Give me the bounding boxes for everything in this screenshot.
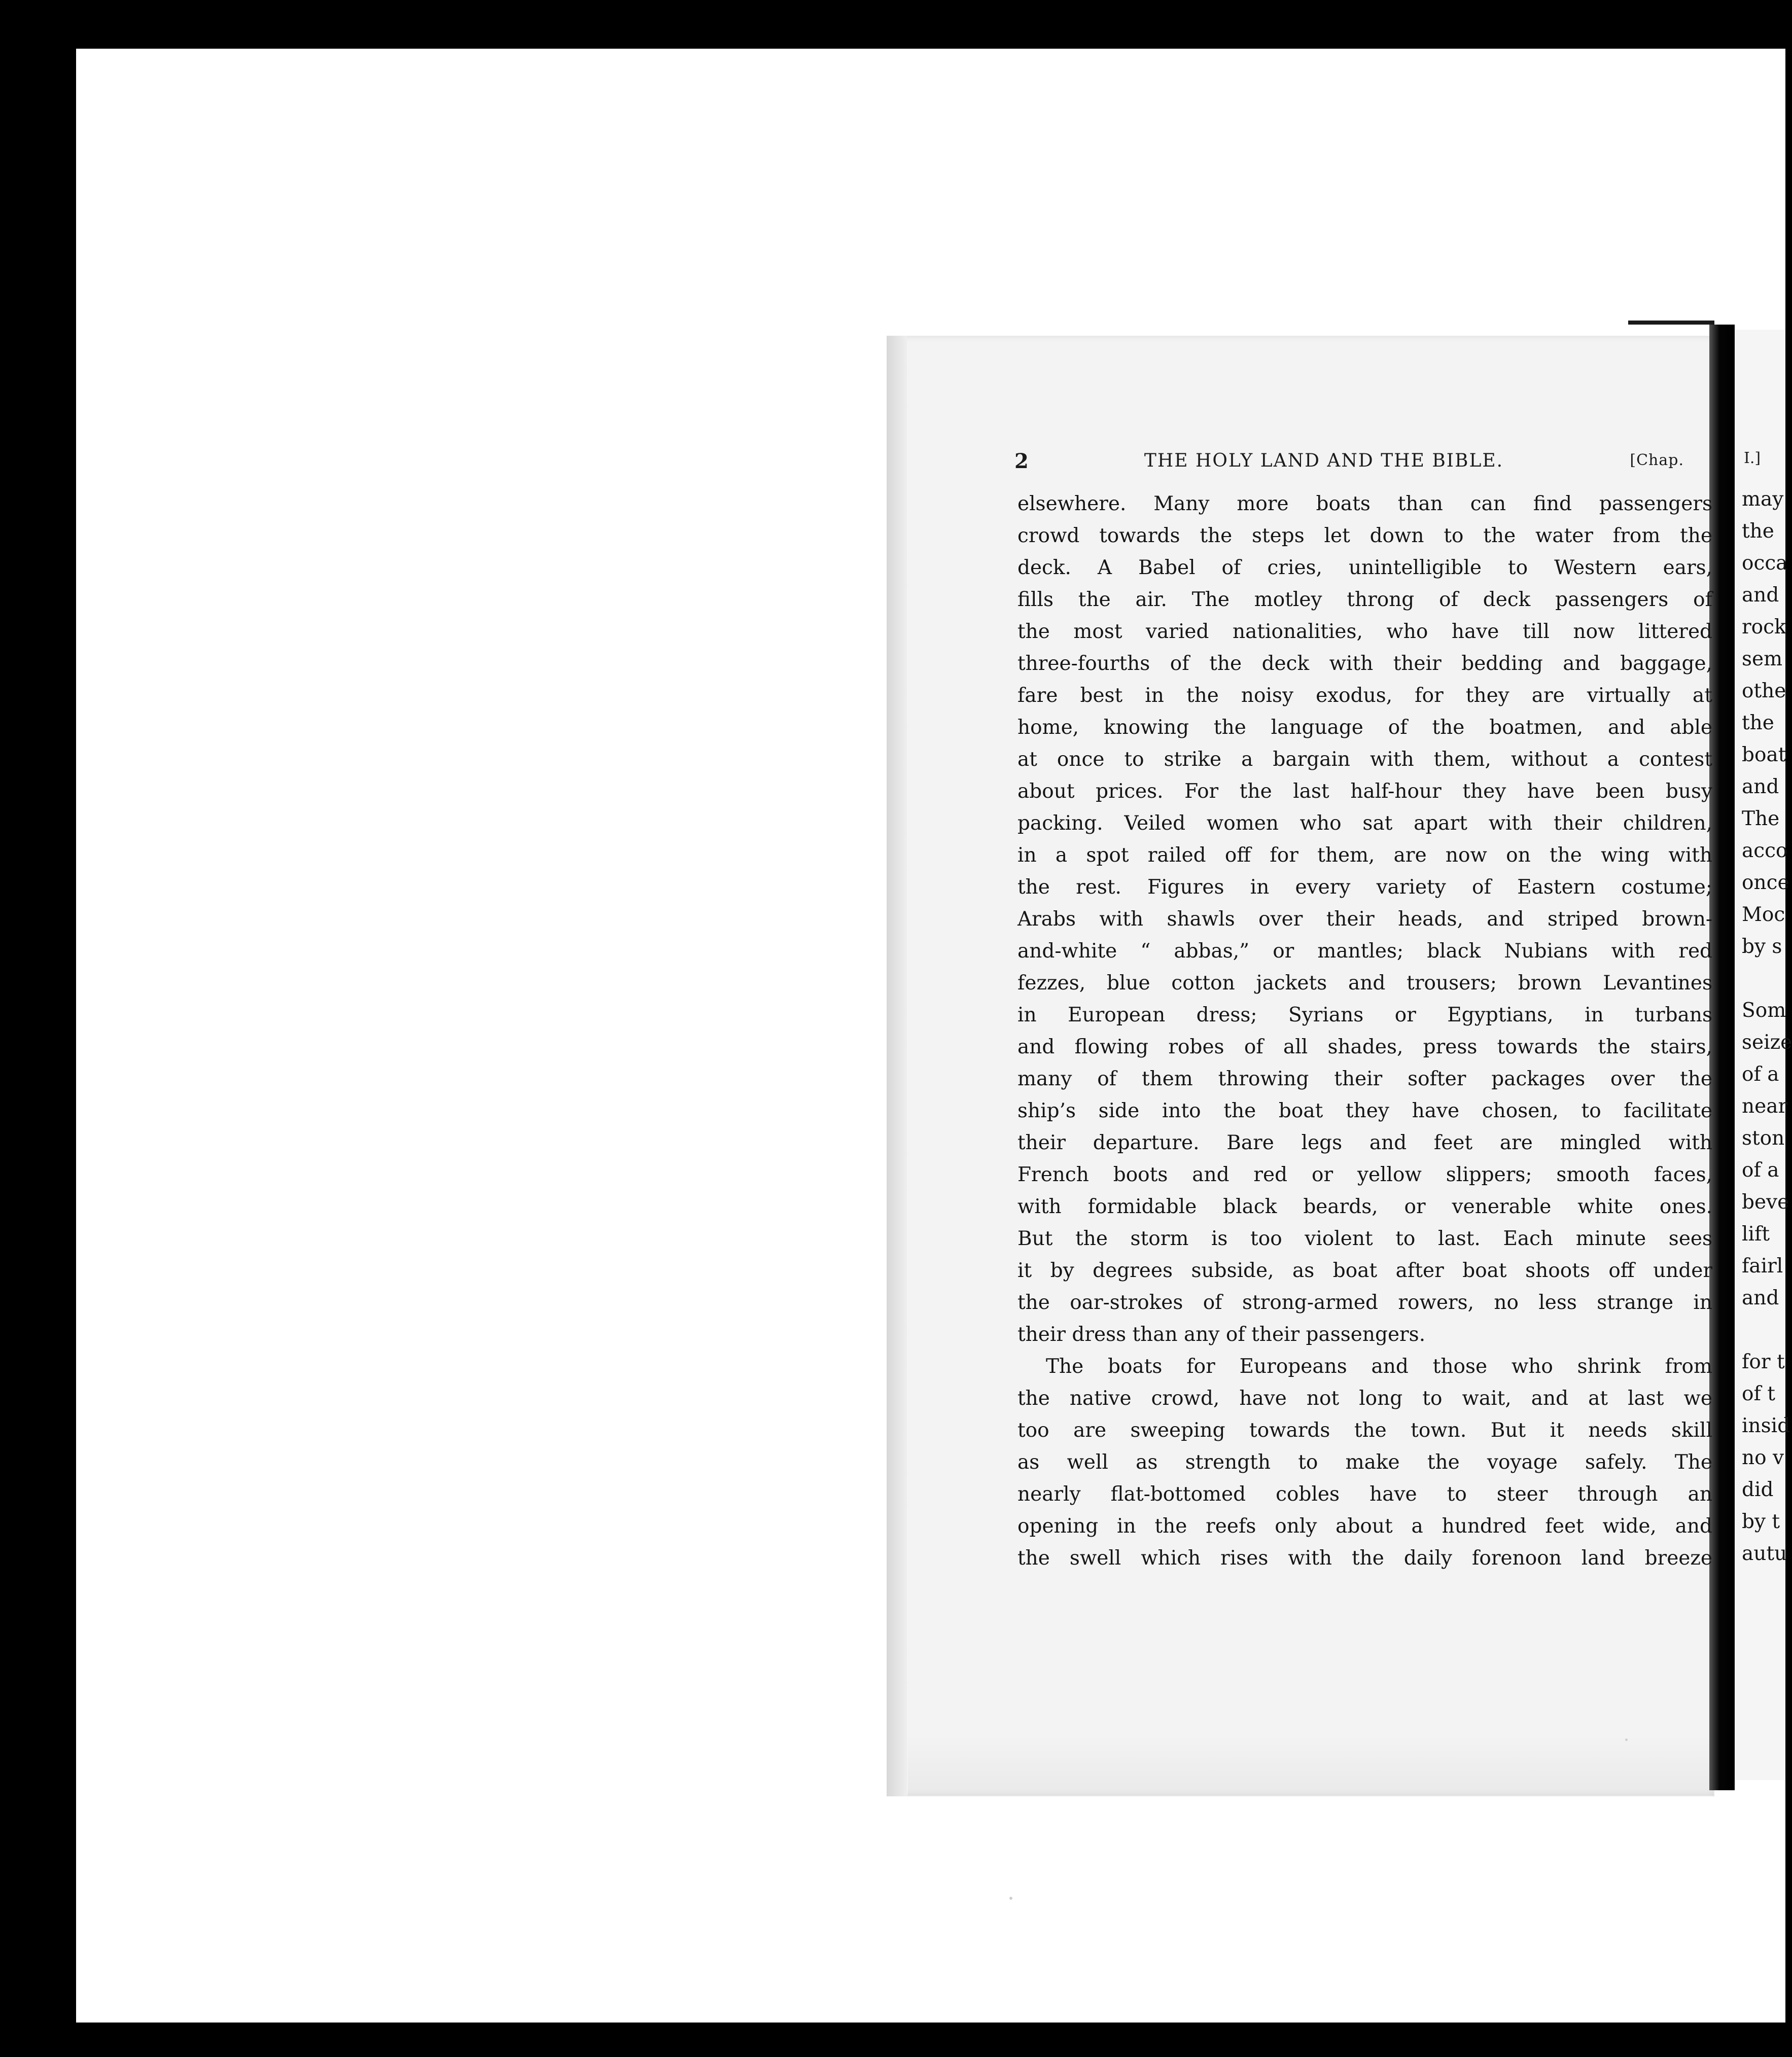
facing-page-line-fragment: of t [1742,1382,1775,1405]
facing-page-line-fragment: sem [1742,648,1783,670]
text-line: in a spot railed off for them, are now on the wing with [1017,844,1712,867]
text-line: and flowing robes of all shades, press towards the stairs, [1017,1036,1712,1058]
text-line: many of them throwing their softer packages over the [1017,1068,1712,1090]
page-body-text [1017,488,1712,1574]
text-line: opening in the reefs only about a hundred feet wide, and [1017,1515,1712,1538]
facing-page-line-fragment: and [1742,584,1779,607]
facing-page-line-fragment: beve [1742,1191,1789,1214]
book-page-right [1735,330,1792,1780]
facing-page-line-fragment: fairl [1742,1255,1783,1278]
text-line: their departure. Bare legs and feet are mingled with [1017,1131,1712,1154]
scan-speck [1009,1897,1012,1900]
text-line: in European dress; Syrians or Egyptians, in turbans [1017,1004,1712,1026]
facing-page-line-fragment: by t [1742,1510,1780,1533]
text-line: as well as strength to make the voyage safely. The [1017,1451,1712,1474]
facing-page-line-fragment: occa [1742,552,1788,575]
text-line: fills the air. The motley throng of deck passengers of [1017,588,1712,611]
facing-page-line-fragment: did [1742,1478,1774,1501]
page-number: 2 [1014,449,1029,473]
facing-page-line-fragment: acco [1742,839,1788,862]
page-edge [887,336,907,1796]
text-line: too are sweeping towards the town. But it needs skill [1017,1419,1712,1442]
facing-page-line-fragment: by s [1742,935,1782,958]
facing-page-line-fragment: seize [1742,1031,1792,1054]
facing-page-line-fragment: othe [1742,680,1786,702]
facing-page-line-fragment: for t [1742,1351,1785,1373]
facing-page-line-fragment: insid [1742,1414,1790,1437]
text-line: Arabs with shawls over their heads, and striped brown- [1017,908,1712,931]
text-line: the most varied nationalities, who have till now littered [1017,620,1712,643]
facing-page-line-fragment: no v [1742,1446,1784,1469]
facing-page-line-fragment: ston [1742,1127,1785,1150]
text-line: the oar-strokes of strong-armed rowers, no less strange in [1017,1291,1712,1314]
facing-page-line-fragment: of a [1742,1063,1779,1086]
text-line: deck. A Babel of cries, unintelligible to Western ears, [1017,556,1712,579]
gutter-mark [1628,321,1714,325]
text-line: three-fourths of the deck with their bedding and baggage, [1017,652,1712,675]
facing-page-line-fragment: rock [1742,616,1786,639]
facing-page-line-fragment: of a [1742,1159,1779,1182]
text-line: the rest. Figures in every variety of Eastern costume; [1017,876,1712,899]
facing-page-line-fragment: boat [1742,743,1786,766]
text-line: and-white “ abbas,” or mantles; black Nubians with red [1017,940,1712,963]
facing-page-line-fragment: and [1742,1287,1779,1309]
facing-page-line-fragment: and [1742,775,1779,798]
text-line: nearly flat-bottomed cobles have to steer through an [1017,1483,1712,1506]
facing-page-line-fragment: Som [1742,999,1786,1022]
text-line: But the storm is too violent to last. Each minute sees [1017,1227,1712,1250]
scan-speck [1625,1739,1628,1741]
facing-page-line-fragment: Moc [1742,903,1785,926]
book-title-header: THE HOLY LAND AND THE BIBLE. [1144,450,1504,471]
paragraph-end-line: their dress than any of their passengers. [1017,1323,1426,1346]
text-line: fezzes, blue cotton jackets and trousers; brown Levantines [1017,972,1712,995]
paragraph-start-line: The boats for Europeans and those who shrink from [1046,1355,1712,1378]
facing-page-line-fragment: may [1742,488,1784,511]
page-shadow [908,1734,1713,1795]
text-line: home, knowing the language of the boatmen, and able [1017,716,1712,739]
text-line: ship’s side into the boat they have chosen, to facilitate [1017,1100,1712,1122]
text-line: at once to strike a bargain with them, without a contest [1017,748,1712,771]
facing-page-line-fragment: lift [1742,1223,1770,1246]
facing-page-line-fragment: the [1742,712,1774,734]
text-line: it by degrees subside, as boat after boat shoots off under [1017,1259,1712,1282]
text-line: crowd towards the steps let down to the water from the [1017,524,1712,547]
text-line: the swell which rises with the daily forenoon land breeze [1017,1547,1712,1570]
text-line: fare best in the noisy exodus, for they are virtually at [1017,684,1712,707]
running-head [1014,446,1684,482]
text-line: about prices. For the last half-hour they have been busy [1017,780,1712,803]
text-line: packing. Veiled women who sat apart with their children, [1017,812,1712,835]
facing-page-line-fragment: once [1742,871,1789,894]
book-gutter [1709,325,1735,1790]
facing-page-line-fragment: the [1742,520,1774,543]
text-line: with formidable black beards, or venerable white ones. [1017,1195,1712,1218]
text-line: elsewhere. Many more boats than can find passengers [1017,492,1712,515]
facing-page-line-fragment: autu [1742,1542,1787,1565]
facing-page-line-fragment: near [1742,1095,1788,1118]
text-line: the native crowd, have not long to wait, and at last we [1017,1387,1712,1410]
facing-running-head: I.] [1744,449,1761,467]
chapter-label: [Chap. [1630,451,1684,469]
text-line: French boots and red or yellow slippers; smooth faces, [1017,1163,1712,1186]
facing-page-line-fragment: The [1742,807,1780,830]
